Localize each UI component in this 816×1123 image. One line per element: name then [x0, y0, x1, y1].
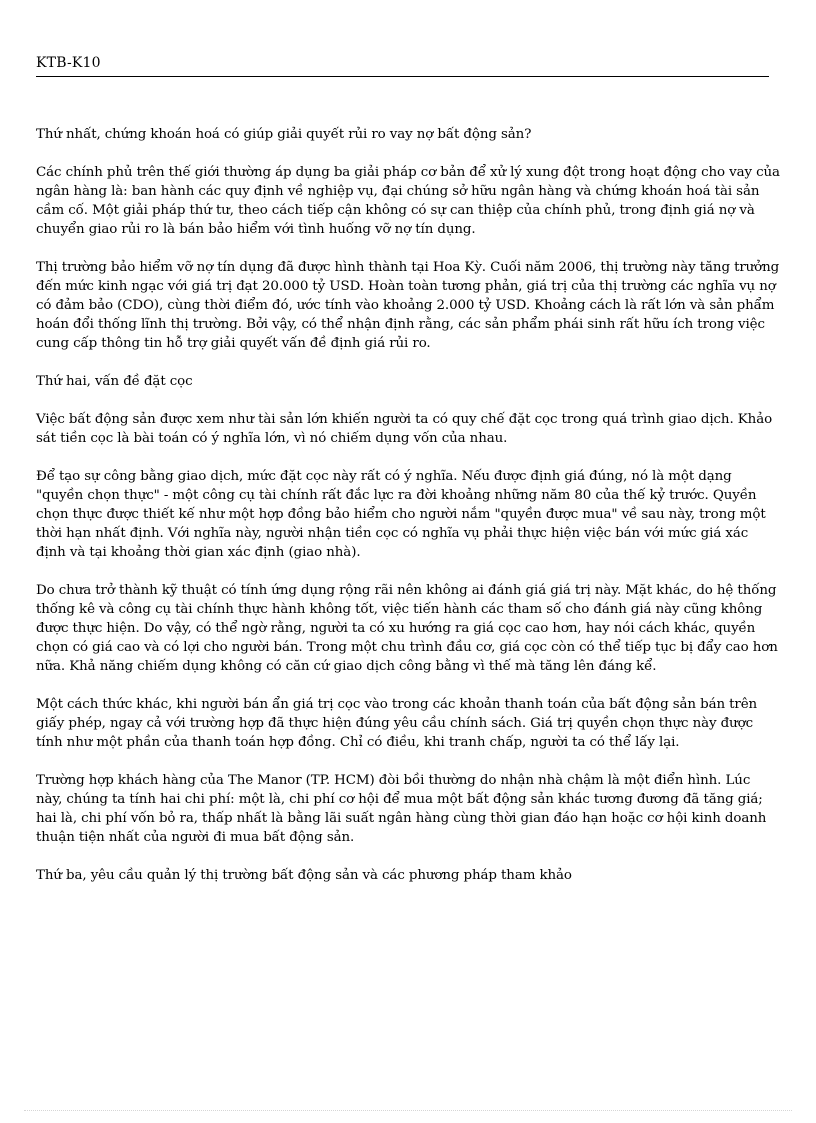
paragraph: Một cách thức khác, khi người bán ẩn giá trị cọc vào trong các khoản thanh toán của bất động sản bán trên giấy phép, ngay cả với trường hợp đã thực hiện đúng yêu cầu chính sách. Giá trị quyền chọn thực này được tính như một phần của thanh toán hợp đồng. Chỉ có điều, khi tranh chấp, người ta có thể lấy lại. [36, 697, 758, 750]
heading-second: Thứ hai, vấn đề đặt cọc [36, 374, 193, 389]
page-bottom-divider [24, 1110, 792, 1111]
page-header [36, 52, 769, 77]
heading-third: Thứ ba, yêu cầu quản lý thị trường bất động sản và các phương pháp tham khảo [36, 868, 572, 883]
paragraph: Để tạo sự công bằng giao dịch, mức đặt cọc này rất có ý nghĩa. Nếu được định giá đúng, nó là một dạng "quyền chọn thực" - một công cụ tài chính rất đắc lực ra đời khoảng những năm 80 của thế kỷ trước. Quyền chọn thực được thiết kế như một hợp đồng bảo hiểm cho người nắm "quyền được mua" về sau này, trong một thời hạn nhất định. Với nghĩa này, người nhận tiền cọc có nghĩa vụ phải thực hiện việc bán với mức giá xác định và tại khoảng thời gian xác định (giao nhà). [36, 469, 766, 560]
heading-first: Thứ nhất, chứng khoán hoá có giúp giải quyết rủi ro vay nợ bất động sản? [36, 127, 532, 142]
paragraph: Việc bất động sản được xem như tài sản lớn khiến người ta có quy chế đặt cọc trong quá trình giao dịch. Khảo sát tiền cọc là bài toán có ý nghĩa lớn, vì nó chiếm dụng vốn của nhau. [36, 412, 773, 446]
paragraph: Thị trường bảo hiểm vỡ nợ tín dụng đã được hình thành tại Hoa Kỳ. Cuối năm 2006, thị trường này tăng trưởng đến mức kinh ngạc với giá trị đạt 20.000 tỷ USD. Hoàn toàn tương phản, giá trị của thị trường các nghĩa vụ nợ có đảm bảo (CDO), cùng thời điểm đó, ước tính vào khoảng 2.000 tỷ USD. Khoảng cách là rất lớn và sản phẩm hoán đổi thống lĩnh thị trường. Bởi vậy, có thể nhận định rằng, các sản phẩm phái sinh rất hữu ích trong việc cung cấp thông tin hỗ trợ giải quyết vấn đề định giá rủi ro. [36, 260, 780, 351]
paragraph: Các chính phủ trên thế giới thường áp dụng ba giải pháp cơ bản để xử lý xung đột trong hoạt động cho vay của ngân hàng là: ban hành các quy định về nghiệp vụ, đại chúng sở hữu ngân hàng và chứng khoán hoá tài sản cầm cố. Một giải pháp thứ tư, theo cách tiếp cận không có sự can thiệp của chính phủ, trong định giá nợ và chuyển giao rủi ro là bán bảo hiểm với tình huống vỡ nợ tín dụng. [36, 165, 780, 237]
paragraph: Trường hợp khách hàng của The Manor (TP. HCM) đòi bồi thường do nhận nhà chậm là một điển hình. Lúc này, chúng ta tính hai chi phí: một là, chi phí cơ hội để mua một bất động sản khác tương đương đã tăng giá; hai là, chi phí vốn bỏ ra, thấp nhất là bằng lãi suất ngân hàng cùng thời gian đáo hạn hoặc cơ hội kinh doanh thuận tiện nhất của người đi mua bất động sản. [36, 773, 767, 845]
document-body [36, 125, 780, 904]
paragraph: Do chưa trở thành kỹ thuật có tính ứng dụng rộng rãi nên không ai đánh giá giá trị này. Mặt khác, do hệ thống thống kê và công cụ tài chính thực hành không tốt, việc tiến hành các tham số cho đánh giá này cũng không được thực hiện. Do vậy, có thể ngờ rằng, người ta có xu hướng ra giá cọc cao hơn, hay nói cách khác, quyền chọn có giá cao và có lợi cho người bán. Trong một chu trình đầu cơ, giá cọc còn có thể tiếp tục bị đẩy cao hơn nữa. Khả năng chiếm dụng không có căn cứ giao dịch công bằng vì thế mà tăng lên đáng kể. [36, 583, 778, 674]
header-label: KTB-K10 [36, 55, 101, 71]
